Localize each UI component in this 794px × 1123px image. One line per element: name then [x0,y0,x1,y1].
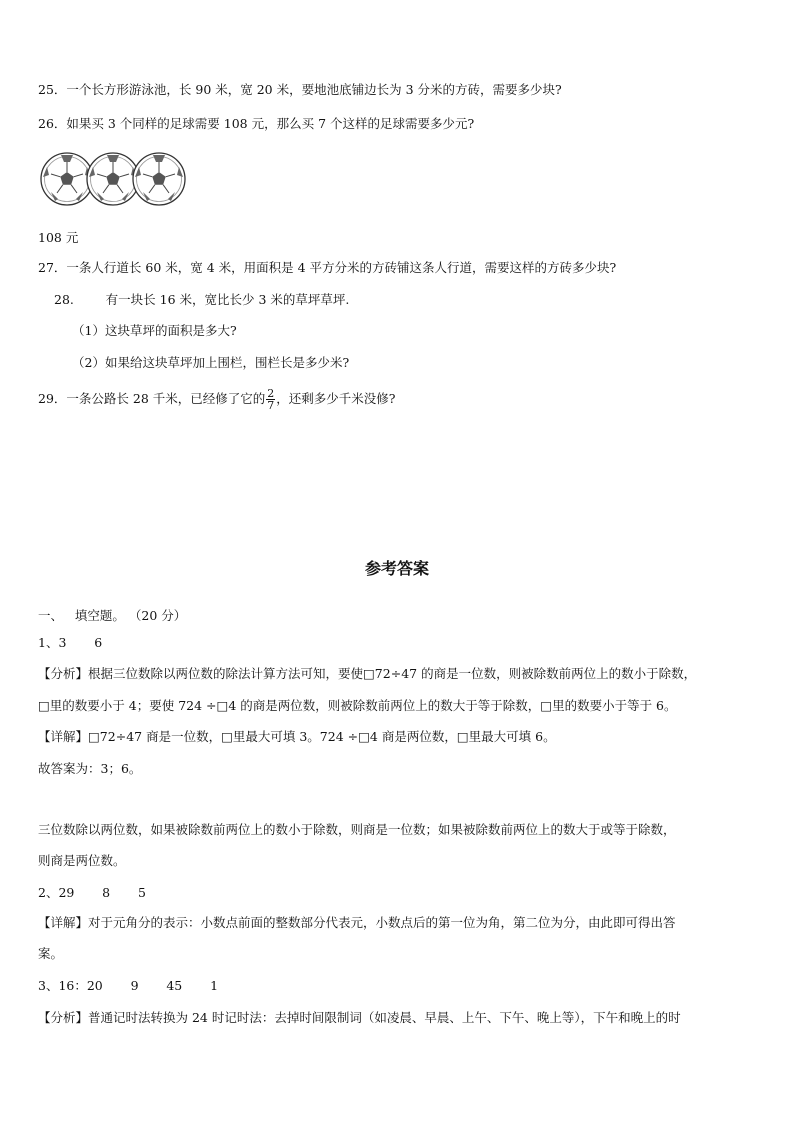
answer-1-note-line-2 [38,853,126,869]
answers-title: 参考答案 [364,559,429,578]
soccer-ball-icon [41,153,93,205]
answers-section-heading-text: 一、 填空题。 （20 分） [38,608,187,623]
soccer-ball-icon [133,153,185,205]
answer-2-text: 2、29 8 5 [38,885,146,900]
question-26 [38,116,474,132]
question-28-part-2 [72,355,349,371]
answer-1-conclusion [38,761,141,777]
answer-3 [38,978,218,994]
answer-1-analysis-line-1-text: 【分析】根据三位数除以两位数的除法计算方法可知，要使□72÷47 的商是一位数，则被除数前两位上的数小于除数， [38,666,697,681]
answer-1-note-line-1 [38,822,676,838]
soccer-ball-icon [87,153,139,205]
question-28 [54,292,349,308]
answer-1-detail [38,729,556,745]
question-25-text: 25．一个长方形游泳池，长 90 米，宽 20 米，要地池底铺边长为 3 分米的方砖，需要多少块? [38,82,562,97]
question-27 [38,260,616,276]
answer-1-analysis-line-2-text: □里的数要小于 4；要使 724 ÷□4 的商是两位数，则被除数前两位上的数大于等于除数，□里的数要小于等于 6。 [38,698,677,713]
answer-3-analysis [38,1010,681,1026]
answers-section-heading [38,608,186,624]
price-label-text: 108 元 [38,230,79,245]
question-28-part-2-text: （2）如果给这块草坪加上围栏，围栏长是多少米? [72,355,350,370]
question-29 [38,388,395,411]
answer-3-text: 3、16：20 9 45 1 [38,978,219,993]
answer-1-conclusion-text: 故答案为：3；6。 [38,761,142,776]
question-29-text-after: ，还剩多少千米没修? [276,391,396,406]
fraction [266,388,275,411]
answer-1-text: 1、3 6 [38,635,103,650]
answer-2-detail-line-1 [38,915,676,931]
answer-1-detail-text: 【详解】□72÷47 商是一位数，□里最大可填 3。724 ÷□4 商是两位数，□里最大可填 6。 [38,729,556,744]
answer-3-analysis-text: 【分析】普通记时法转换为 24 时记时法：去掉时间限制词（如凌晨、早晨、上午、下午、晚上等），下午和晚上的时 [38,1010,681,1025]
question-28-part-1-text: （1）这块草坪的面积是多大? [72,323,237,338]
answer-2-detail-line-2 [38,946,63,962]
answer-1-note-line-2-text: 则商是两位数。 [38,853,126,868]
question-29-text-before: 29．一条公路长 28 千米，已经修了它的 [38,391,266,406]
soccer-balls-illustration [40,150,190,208]
answer-1-analysis-line-1 [38,666,696,682]
question-28-text: 28. 有一块长 16 米，宽比长少 3 米的草坪草坪. [54,292,350,307]
question-25 [38,82,562,98]
answer-2 [38,885,146,901]
answer-2-detail-line-1-text: 【详解】对于元角分的表示：小数点前面的整数部分代表元，小数点后的第一位为角，第二位为分，由此即可得出答 [38,915,676,930]
fraction-denominator: 7 [267,399,275,412]
answer-1-note-line-1-text: 三位数除以两位数，如果被除数前两位上的数小于除数，则商是一位数；如果被除数前两位上的数大于或等于除数， [38,822,676,837]
question-28-part-1 [72,323,237,339]
price-label [38,230,78,246]
question-27-text: 27．一条人行道长 60 米，宽 4 米，用面积是 4 平方分米的方砖铺这条人行道，需要这样的方砖多少块? [38,260,617,275]
answer-1-analysis-line-2 [38,698,677,714]
answer-2-detail-line-2-text: 案。 [38,946,64,961]
fraction-numerator: 2 [267,387,275,400]
answer-1 [38,635,102,651]
question-26-text: 26．如果买 3 个同样的足球需要 108 元，那么买 7 个这样的足球需要多少元? [38,116,475,131]
